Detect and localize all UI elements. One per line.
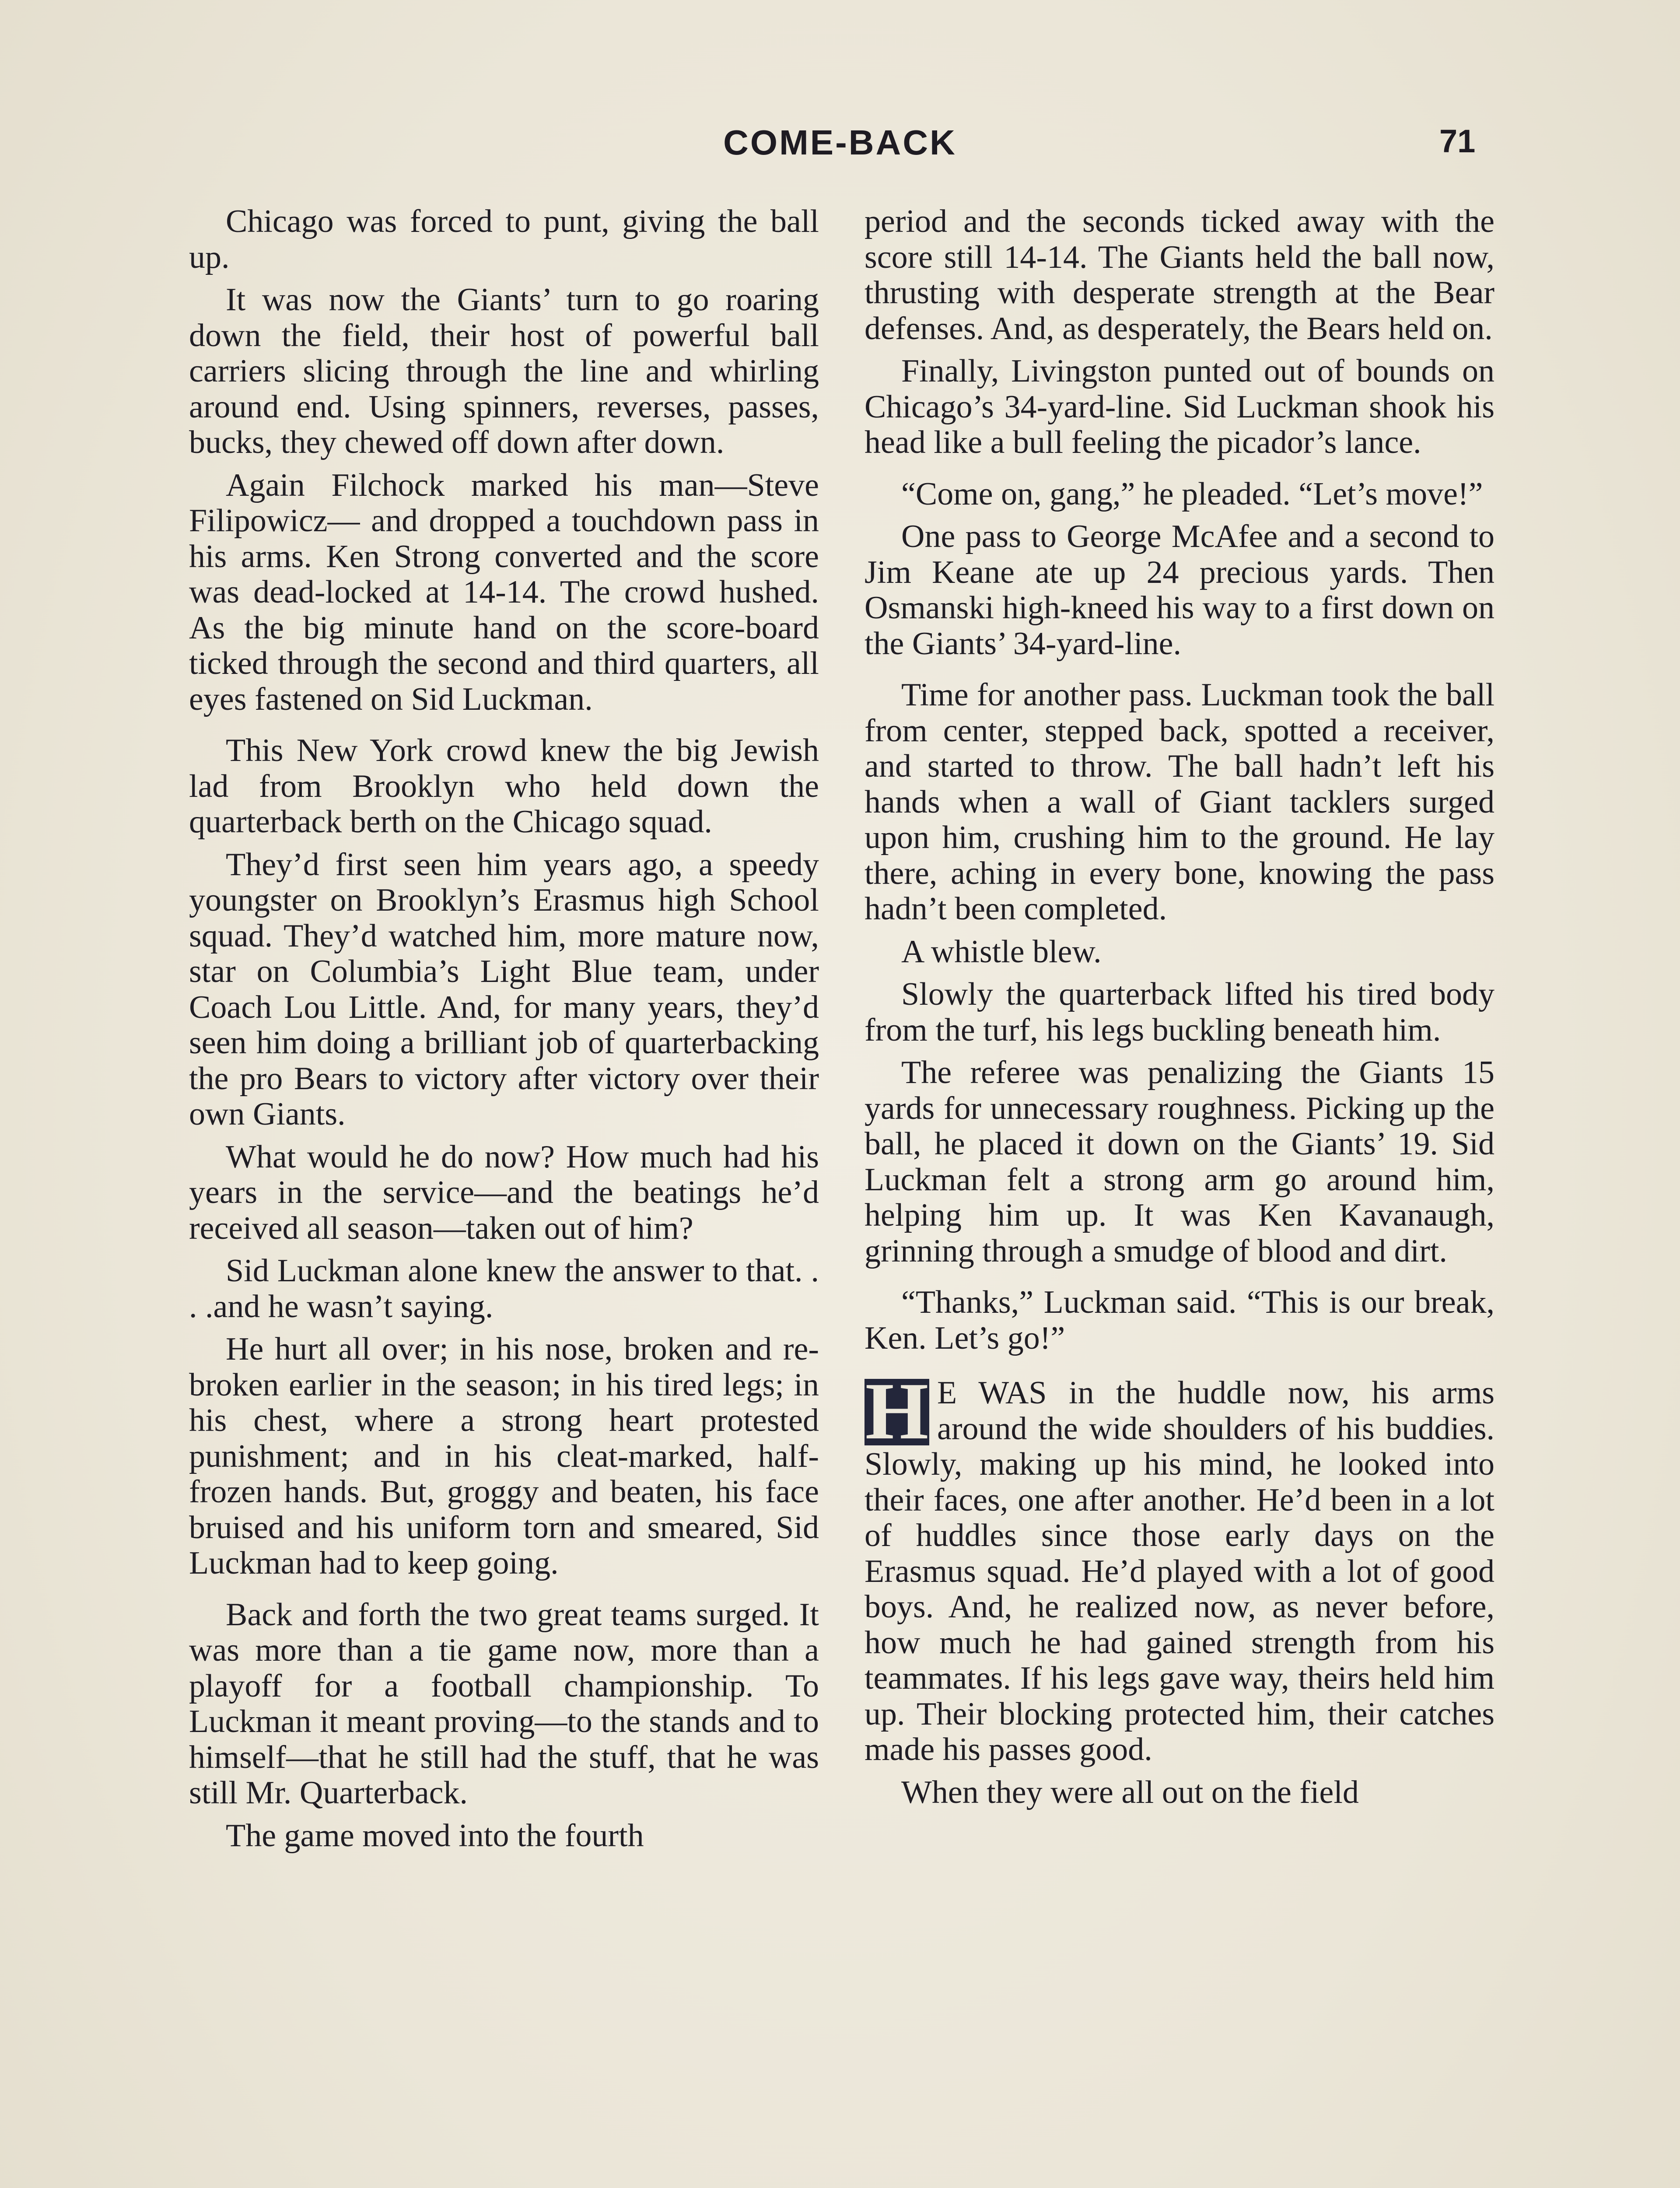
paragraph: Again Filchock marked his man—Steve Filipowicz— and dropped a touchdown pass in his arms. Ken Strong converted and the score was dead-locked at 14-14. The crowd hushed. As the big minute hand on the score-board ticked through the second and third quarters, all eyes fastened on Sid Luckman. <box>189 467 819 717</box>
page-title: COME-BACK <box>723 123 957 162</box>
paragraph: One pass to George McAfee and a second to Jim Keane ate up 24 precious yards. Then Osmanski high-kneed his way to a first down on the Giants’ 34-yard-line. <box>864 519 1494 662</box>
paragraph: When they were all out on the field <box>901 1774 1359 1810</box>
paragraph: Chicago was forced to punt, giving the ball up. <box>189 203 819 275</box>
page-number: 71 <box>1439 123 1476 159</box>
paragraph: “Thanks,” Luckman said. “This is our break, Ken. Let’s go!” <box>864 1284 1494 1356</box>
paragraph: It was now the Giants’ turn to go roaring down the field, their host of powerful ball carriers slicing through the line and whirling around end. Using spinners, reverses, passes, bucks, they chewed off down after down. <box>189 282 819 460</box>
paragraph: The referee was penalizing the Giants 15 yards for unnecessary roughness. Picking up the ball, he placed it down on the Giants’ 19. Sid Luckman felt a strong arm go around him, helping him up. It was Ken Kavanaugh, grinning through a smudge of blood and dirt. <box>864 1055 1494 1269</box>
paragraph: They’d first seen him years ago, a speedy youngster on Brooklyn’s Erasmus high School squad. They’d watched him, more mature now, star on Columbia’s Light Blue team, under Coach Lou Little. And, for many years, they’d seen him doing a brilliant job of quarterbacking the pro Bears to victory after victory over their own Giants. <box>189 846 819 1132</box>
paragraph-text: E WAS in the huddle now, his arms around the wide shoulders of his buddies. Slowly, making up his mind, he looked into their faces, one after another. He’d been in a lot of huddles since those early days on the Erasmus squad. He’d played with a lot of good boys. And, he realized now, as never before, how much he had gained strength from his teammates. If his legs gave way, theirs held him up. Their blocking protected him, their catches made his passes good. <box>864 1375 1494 1767</box>
paragraph: The game moved into the fourth <box>226 1817 644 1854</box>
paragraph: He hurt all over; in his nose, broken and re-broken earlier in the season; in his tired legs; in his chest, where a strong heart protested punishment; and in his cleat-marked, half-frozen hands. But, groggy and beaten, his face bruised and his uniform torn and smeared, Sid Luckman had to keep going. <box>189 1331 819 1581</box>
paragraph: Sid Luckman alone knew the answer to that. . . .and he wasn’t saying. <box>189 1253 819 1325</box>
drop-cap: H <box>865 1366 929 1456</box>
paragraph: Finally, Livingston punted out of bounds on Chicago’s 34-yard-line. Sid Luckman shook his head like a bull feeling the picador’s lance. <box>864 353 1494 460</box>
paragraph: Back and forth the two great teams surged. It was more than a tie game now, more than a playoff for a football championship. To Luckman it meant proving—to the stands and to himself—that he still had the stuff, that he was still Mr. Quarterback. <box>189 1596 819 1811</box>
paragraph: What would he do now? How much had his years in the service—and the beatings he’d received all season—taken out of him? <box>189 1139 819 1246</box>
paragraph: period and the seconds ticked away with the score still 14-14. The Giants held the ball now, thrusting with desperate strength at the Bear defenses. And, as desperately, the Bears held on. <box>864 203 1494 347</box>
paragraph: Time for another pass. Luckman took the ball from center, stepped back, spotted a receiver, and started to throw. The ball hadn’t left his hands when a wall of Giant tacklers surged upon him, crushing him to the ground. He lay there, aching in every bone, knowing the pass hadn’t been completed. <box>864 677 1494 927</box>
paragraph: A whistle blew. <box>901 933 1102 970</box>
left-column <box>189 204 819 1861</box>
paragraph: Slowly the quarterback lifted his tired body from the turf, his legs buckling beneath him. <box>864 976 1494 1048</box>
right-column <box>864 204 1494 1817</box>
section-opening-paragraph <box>864 1366 1494 1768</box>
running-head <box>0 123 1680 175</box>
paragraph: “Come on, gang,” he pleaded. “Let’s move!” <box>901 476 1483 512</box>
paragraph: This New York crowd knew the big Jewish lad from Brooklyn who held down the quarterback berth on the Chicago squad. <box>189 733 819 840</box>
